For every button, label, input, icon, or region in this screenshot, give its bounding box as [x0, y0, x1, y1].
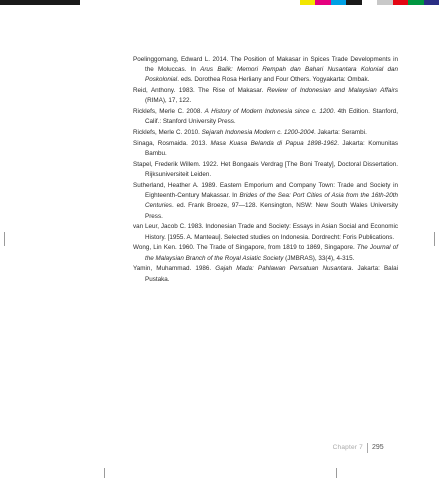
reference-entry [133, 86, 398, 106]
reference-text: . Jakarta: Komunitas Bambu. [145, 140, 398, 158]
reference-title-italic: Gajah Mada: Pahlawan Persatuan Nusantara [215, 265, 352, 273]
footer-separator [367, 443, 368, 453]
reference-text: Ricklefs, Merle C. 2008. [133, 108, 205, 116]
reference-text: . ed. Frank Broeze, 97—128. Kensington, NSW: New South Wales University Press. [145, 202, 398, 220]
reference-text: . Jakarta: Serambi. [313, 129, 367, 137]
chapter-label: Chapter 7 [332, 444, 363, 451]
reference-title-italic: Arus Balik: Memori Rempah dan Bahari Nusantara Kolonial dan Poskolonial [145, 66, 398, 84]
reference-entry [133, 222, 398, 242]
registration-color-block [362, 0, 377, 5]
reference-entry [133, 264, 398, 284]
crop-mark-bottom-left [104, 468, 105, 478]
reference-text: . eds. Dorothea Rosa Herliany and Four Others. Yogyakarta: Ombak. [177, 76, 370, 84]
reference-entry [133, 139, 398, 159]
reference-entry [133, 107, 398, 127]
reference-entry [133, 55, 398, 86]
reference-text: (JMBRAS), 33(4), 4-315. [283, 254, 355, 262]
reference-title-italic: The Journal of the Malaysian Branch of the Royal Asiatic Society [145, 244, 398, 262]
reference-text: van Leur, Jacob C. 1983. Indonesian Trade and Society: Essays in Asian Social and Economic History. [1955. A. Manteau]. Selected studies on Indonesia. Dordrecht: Foris Publications. [133, 223, 398, 241]
registration-color-block [315, 0, 330, 5]
registration-color-block [408, 0, 423, 5]
reference-text: Stapel, Frederik Willem. 1922. Het Bongaais Verdrag [The Boni Treaty], Doctoral Dissertation. Rijksuniversiteit Leiden. [133, 161, 398, 179]
bibliography-list [133, 55, 398, 285]
registration-strip-colors [300, 0, 439, 5]
reference-entry [133, 181, 398, 222]
reference-entry [133, 160, 398, 180]
reference-text: (RIMA), 17, 122. [145, 97, 192, 105]
reference-text: Reid, Anthony. 1983. The Rise of Makasar. [133, 87, 267, 95]
registration-strip-black [0, 0, 80, 5]
registration-color-block [393, 0, 408, 5]
reference-text: . Jakarta: Balai Pustaka. [145, 265, 398, 283]
reference-text: Yamin, Muhammad. 1986. [133, 265, 216, 273]
reference-title-italic: Brides of the Sea: Port Cities of Asia from the 16th-20th Centuries [145, 192, 398, 210]
page-number: 295 [372, 444, 384, 451]
reference-entry [133, 243, 398, 263]
reference-text: Sinaga, Rosmaida. 2013. [133, 140, 211, 147]
page-footer [0, 442, 439, 454]
crop-mark-left [4, 232, 5, 246]
registration-color-block [346, 0, 361, 5]
reference-title-italic: A History of Modern Indonesia since c. 1200 [204, 108, 334, 116]
registration-color-block [331, 0, 346, 5]
reference-text: . 4th Edition. Stanford, Calif.: Stanford University Press. [145, 108, 399, 126]
reference-title-italic: Sejarah Indonesia Modern c. 1200-2004 [201, 129, 314, 137]
reference-text: Wong, Lin Ken. 1960. The Trade of Singapore, from 1819 to 1869, Singapore. [133, 244, 357, 252]
crop-mark-bottom-right [336, 468, 337, 478]
reference-title-italic: Masa Kuasa Belanda di Papua 1898-1962 [210, 140, 338, 147]
reference-entry [133, 128, 398, 138]
registration-color-block [424, 0, 439, 5]
crop-mark-right [434, 232, 435, 246]
reference-text: Poelinggomang, Edward L. 2014. The Position of Makasar in Spices Trade Developments in the Moluccas. In [133, 56, 398, 74]
reference-title-italic: Review of Indonesian and Malaysian Affairs [266, 87, 398, 95]
reference-text: Sutherland, Heather A. 1989. Eastern Emporium and Company Town: Trade and Society in Eighteenth-Century Makassar. In [133, 182, 398, 200]
registration-color-block [377, 0, 392, 5]
reference-text: Ricklefs, Merle C. 2010. [133, 129, 202, 137]
registration-color-block [300, 0, 315, 5]
